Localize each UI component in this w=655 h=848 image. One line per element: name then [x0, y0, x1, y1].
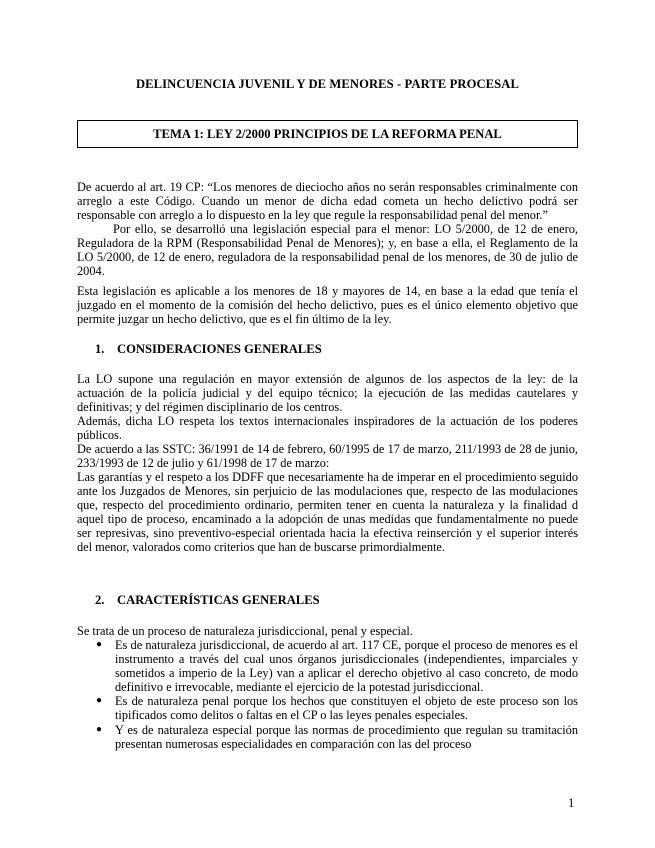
- document-title: DELINCUENCIA JUVENIL Y DE MENORES - PARTE PROCESAL: [135, 77, 519, 91]
- bullet-icon: ●: [96, 695, 103, 707]
- list-item: ● Y es de naturaleza especial porque las normas de procedimiento que regulan su tramitación presentan numerosas especialidades en comparación con las del proceso: [96, 722, 578, 751]
- section-1-paragraph-4: Las garantías y el respeto a los DDFF que necesariamente ha de imperar en el procedimiento seguido ante los Juzgados de Menores, sin perjuicio de las modulaciones que, respecto de las modulaciones que, respecto del procedimiento ordinario, permiten tener en cuenta la naturaleza y la finalidad d aquel tipo de proceso, encaminado a la adopción de unas medidas que fundamentalmente no puede ser represivas, sino preventivo-especial orientada hacia la efectiva reinserción y el superior interés del menor, valorados como criterios que han de buscarse primordialmente.: [77, 470, 578, 555]
- section-2-lead: Se trata de un proceso de naturaleza jurisdiccional, penal y especial.: [77, 624, 413, 638]
- intro-paragraph-3: Esta legislación es aplicable a los menores de 18 y mayores de 14, en base a la edad que tenía el juzgado en el momento de la comisión del hecho delictivo, pues es el único elemento objetivo que permite juzgar un hecho delictivo, que es el fin último de la ley.: [77, 284, 578, 327]
- list-item: ● Es de naturaleza jurisdiccional, de acuerdo al art. 117 CE, porque el proceso de menores es el instrumento a través del cual unos órganos jurisdiccionales (independientes, imparciales y sometidos a imperio de la Ley) van a aplicar el derecho objetivo al caso concreto, de modo definitivo e irrevocable, mediante el ejercicio de la potestad jurisdiccional.: [96, 638, 578, 695]
- section-1-paragraph-1: La LO supone una regulación en mayor extensión de algunos de los aspectos de la ley: de la actuación de la policía judicial y del equipo técnico; la ejecución de las medidas cautelares y definitivas; y del régimen disciplinario de los centros.: [77, 372, 578, 415]
- section-2-bullet-list: [95, 638, 578, 751]
- intro-paragraph-2: Por ello, se desarrolló una legislación especial para el menor: LO 5/2000, de 12 de enero, Reguladora de la RPM (Responsabilidad Penal de Menores); y, en base a ella, el Reglamento de la LO 5/2000, de 12 de enero, reguladora de la responsabilidad penal de los menores, de 30 de julio de 2004.: [77, 222, 578, 279]
- section-2-heading: [95, 593, 320, 608]
- page-number: 1: [568, 796, 575, 810]
- intro-paragraph-1: De acuerdo al art. 19 CP: “Los menores de dieciocho años no serán responsables criminalmente con arreglo a este Código. Cuando un menor de dicha edad cometa un hecho delictivo podrá ser responsable con arreglo a lo dispuesto en la ley que regule la responsabilidad penal del menor.”: [77, 180, 578, 223]
- bullet-icon: ●: [96, 723, 103, 735]
- section-1-paragraph-2: Además, dicha LO respeta los textos internacionales inspiradores de la actuación de los poderes públicos.: [77, 414, 578, 443]
- list-item: ● Es de naturaleza penal porque los hechos que constituyen el objeto de este proceso son los tipificados como delitos o faltas en el CP o las leyes penales especiales.: [96, 694, 578, 723]
- bullet-icon: ●: [96, 639, 103, 650]
- section-1-heading: [95, 342, 322, 357]
- section-1-number: 1.: [95, 342, 105, 356]
- topic-title-box: [77, 120, 578, 148]
- section-2-title: CARACTERÍSTICAS GENERALES: [117, 593, 320, 607]
- section-1-paragraph-3: De acuerdo a las SSTC: 36/1991 de 14 de febrero, 60/1995 de 17 de marzo, 211/1993 de 28 de junio, 233/1993 de 12 de julio y 61/1998 de 17 de marzo:: [77, 442, 578, 471]
- section-1-title: CONSIDERACIONES GENERALES: [117, 342, 322, 356]
- topic-title: TEMA 1: LEY 2/2000 PRINCIPIOS DE LA REFORMA PENAL: [153, 126, 502, 141]
- section-2-number: 2.: [95, 593, 105, 607]
